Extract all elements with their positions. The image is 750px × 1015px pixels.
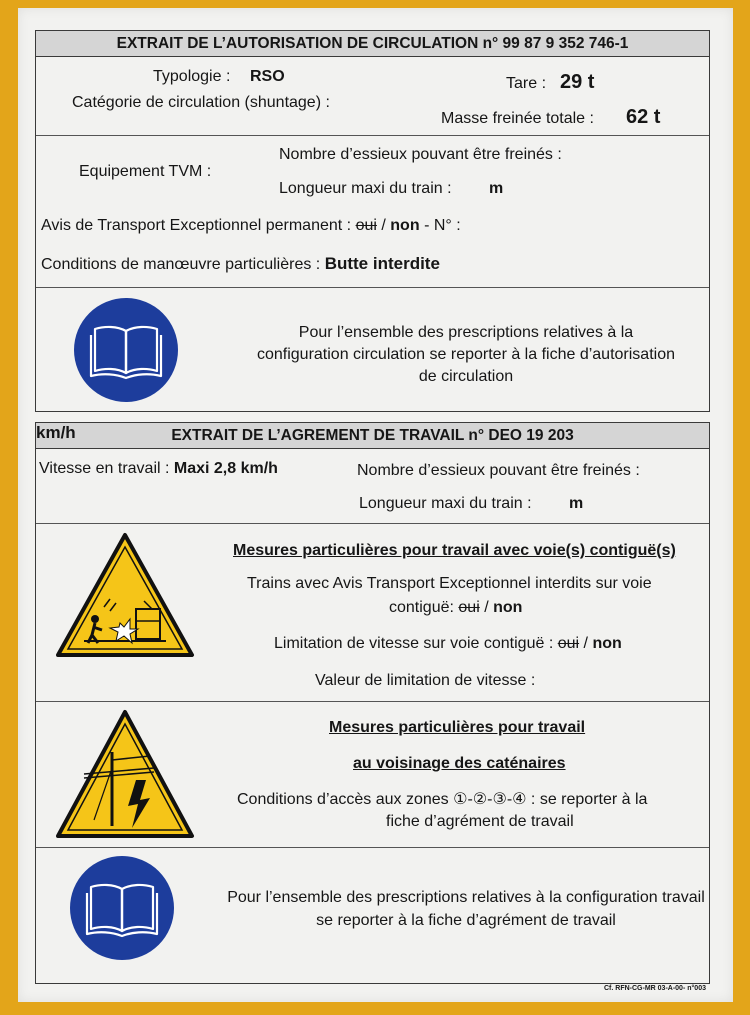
book-icon [73, 297, 179, 408]
trains-separator: / [484, 599, 489, 616]
conditions-label: Conditions de manœuvre particulières : [41, 256, 321, 273]
shunting-warning-icon [54, 531, 196, 666]
limitation-vitesse-line [274, 635, 622, 653]
limitation-separator: / [583, 635, 588, 652]
avis-separator: / [381, 217, 386, 234]
prescriptions-travail-text: Pour l’ensemble des prescriptions relatives à la configuration travail se reporter à la fiche d’agrément de travail [227, 889, 705, 929]
longueur-unit: m [489, 180, 504, 197]
vitesse-value: Maxi 2,8 km/h [173, 460, 278, 477]
categorie-label: Catégorie de circulation (shuntage) : [72, 94, 330, 111]
trains-contigue-label: contiguë: [389, 599, 454, 616]
catenaires-title-line1: Mesures particulières pour travail [329, 719, 586, 736]
authorisation-panel [35, 30, 710, 412]
acces-zones-line2: fiche d’agrément de travail [386, 813, 574, 830]
trains-avis-line1: Trains avec Avis Transport Exceptionnel interdits sur voie [247, 575, 652, 592]
limitation-non: non [592, 635, 622, 652]
book-icon [69, 855, 175, 966]
vitesse-travail-line [39, 460, 278, 478]
separator [36, 701, 709, 702]
trains-non: non [493, 599, 523, 616]
catenaires-title-line2: au voisinage des caténaires [353, 755, 566, 772]
footer-reference: Cf. RFN-CG-MR 03-A-00- n°003 [604, 985, 706, 992]
longueur-unit: m [569, 495, 584, 512]
acces-zones-line1: Conditions d’accès aux zones ①-②-③-④ : se reporter à la [237, 791, 648, 808]
tare-value: 29 t [560, 71, 595, 93]
longueur-label: Longueur maxi du train : [279, 180, 452, 197]
typologie-label: Typologie : [153, 68, 231, 85]
agrement-panel [35, 422, 710, 984]
limitation-oui: oui [557, 635, 580, 652]
voie-contigue-title: Mesures particulières pour travail avec voie(s) contiguë(s) [233, 542, 676, 559]
separator [36, 135, 709, 136]
conditions-value: Butte interdite [324, 254, 440, 273]
masse-value: 62 t [626, 106, 661, 128]
authorisation-header: EXTRAIT DE L’AUTORISATION DE CIRCULATION n° 99 87 9 352 746-1 [36, 31, 709, 57]
separator [36, 847, 709, 848]
electric-hazard-icon [54, 708, 196, 847]
avis-numero: - N° : [424, 217, 461, 234]
information-plate [18, 8, 733, 1002]
essieux-label: Nombre d’essieux pouvant être freinés : [279, 146, 562, 163]
avis-non: non [390, 217, 420, 234]
trains-avis-line2 [389, 599, 522, 617]
avis-oui: oui [355, 217, 377, 234]
typologie-value: RSO [250, 68, 285, 85]
vitesse-label: Vitesse en travail : [39, 460, 170, 477]
separator [36, 523, 709, 524]
separator [36, 287, 709, 288]
essieux-label: Nombre d’essieux pouvant être freinés : [357, 462, 640, 479]
prescriptions-circulation-text: Pour l’ensemble des prescriptions relatives à la configuration circulation se reporter à la fiche d’autorisation de circulation [256, 324, 675, 385]
avis-transport-line [41, 217, 461, 235]
longueur-label: Longueur maxi du train : [359, 495, 532, 512]
equipement-tvm-label: Equipement TVM : [79, 163, 212, 180]
conditions-manoeuvre-line [41, 254, 440, 274]
agrement-header: EXTRAIT DE L’AGREMENT DE TRAVAIL n° DEO 19 203 [36, 423, 709, 449]
tare-label: Tare : [506, 75, 547, 92]
valeur-limitation-label: Valeur de limitation de vitesse : [315, 672, 536, 689]
avis-label: Avis de Transport Exceptionnel permanent : [41, 217, 352, 234]
masse-label: Masse freinée totale : [441, 110, 594, 127]
limitation-label: Limitation de vitesse sur voie contiguë : [274, 635, 554, 652]
valeur-limitation-unit: km/h [36, 423, 76, 442]
trains-oui: oui [458, 599, 480, 616]
